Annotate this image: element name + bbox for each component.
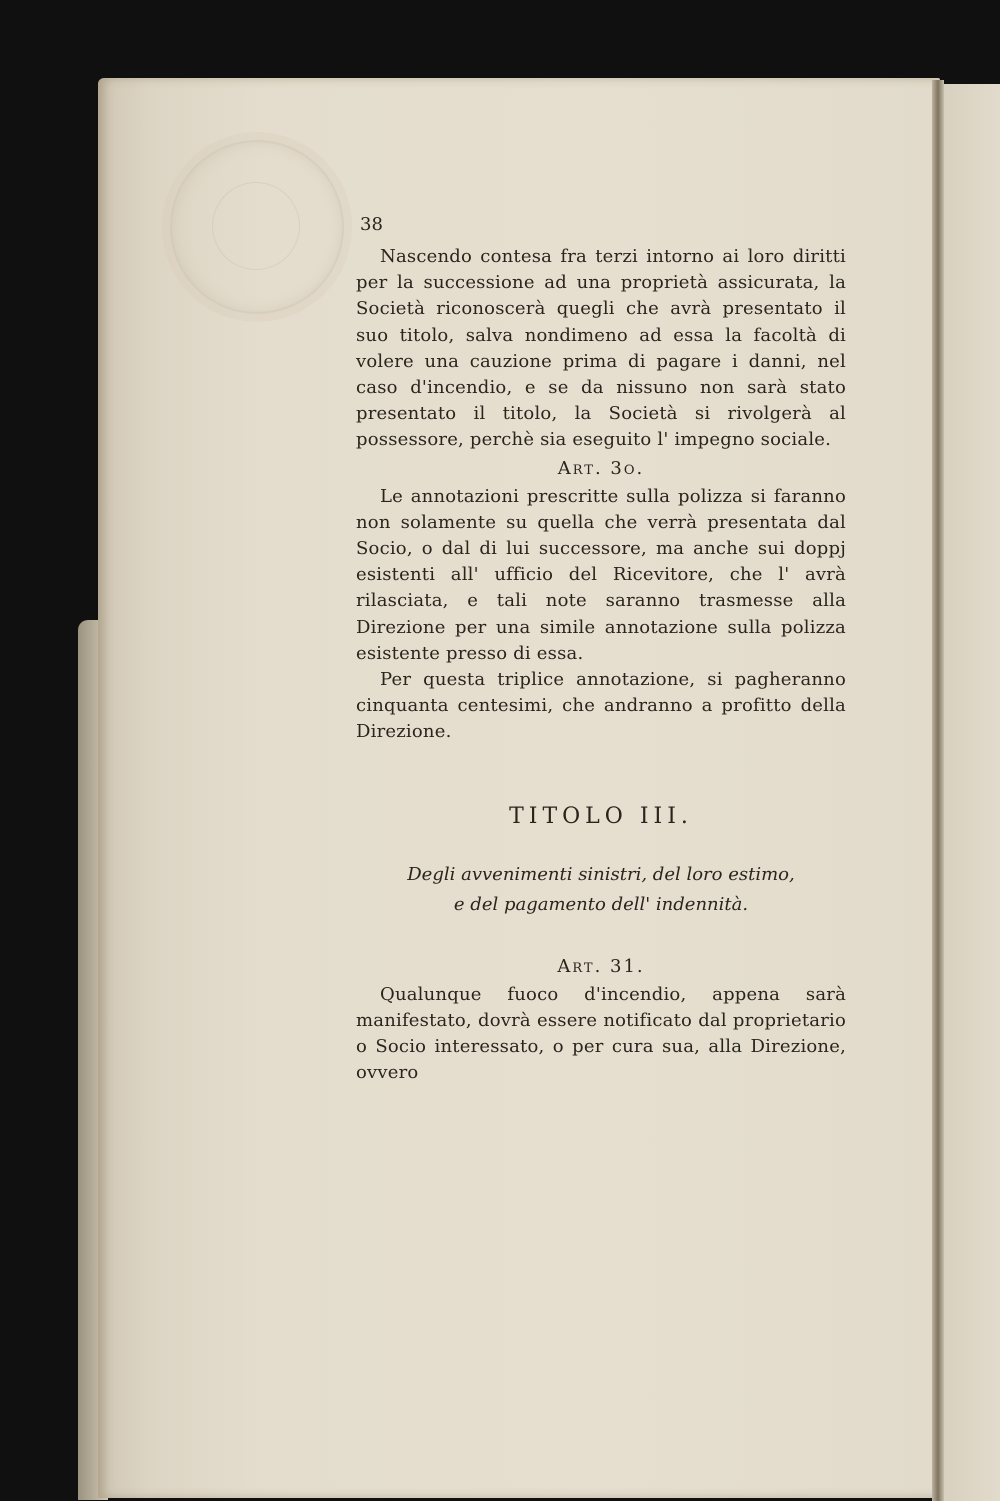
paragraph: Per questa triplice annotazione, si pagheranno cinquanta centesimi, che andranno a profitto della Direzione. [356, 669, 846, 743]
section-subtitle-line: Degli avvenimenti sinistri, del loro estimo, [407, 863, 795, 885]
book-gutter [932, 80, 944, 1501]
article-heading-31: Art. 31. [557, 955, 645, 977]
article-heading-30: Art. 3o. [557, 457, 645, 479]
paragraph: Nascendo contesa fra terzi intorno ai loro diritti per la successione ad una proprietà assicurata, la Società riconoscerà quegli che avrà presentato il suo titolo, salva nondimeno ad essa la facoltà di volere una cauzione prima di pagare i danni, nel caso d'incendio, e se da nissuno non sarà stato presentato il titolo, la Società si rivolgerà al possessore, perchè sia eseguito l' impegno sociale. [356, 246, 846, 451]
paragraph: Le annotazioni prescritte sulla polizza si faranno non solamente su quella che verrà presentata dal Socio, o dal di lui successore, ma anche sui doppj esistenti all' ufficio del Ricevitore, che l' avrà rilasciata, e tali note saranno trasmesse alla Direzione per una simile annotazione sulla polizza esistente presso di essa. [356, 485, 846, 664]
section-title: TITOLO III. [509, 803, 693, 829]
page-text [356, 214, 846, 1086]
page-number: 38 [360, 214, 383, 235]
section-subtitle-line: e del pagamento dell' indennità. [453, 893, 749, 915]
embossed-seal-center [212, 182, 300, 270]
paragraph: Qualunque fuoco d'incendio, appena sarà manifestato, dovrà essere notificato dal proprietario o Socio interessato, o per cura sua, alla Direzione, ovvero [356, 983, 846, 1084]
facing-page [944, 84, 1000, 1501]
embossed-seal [170, 140, 344, 314]
